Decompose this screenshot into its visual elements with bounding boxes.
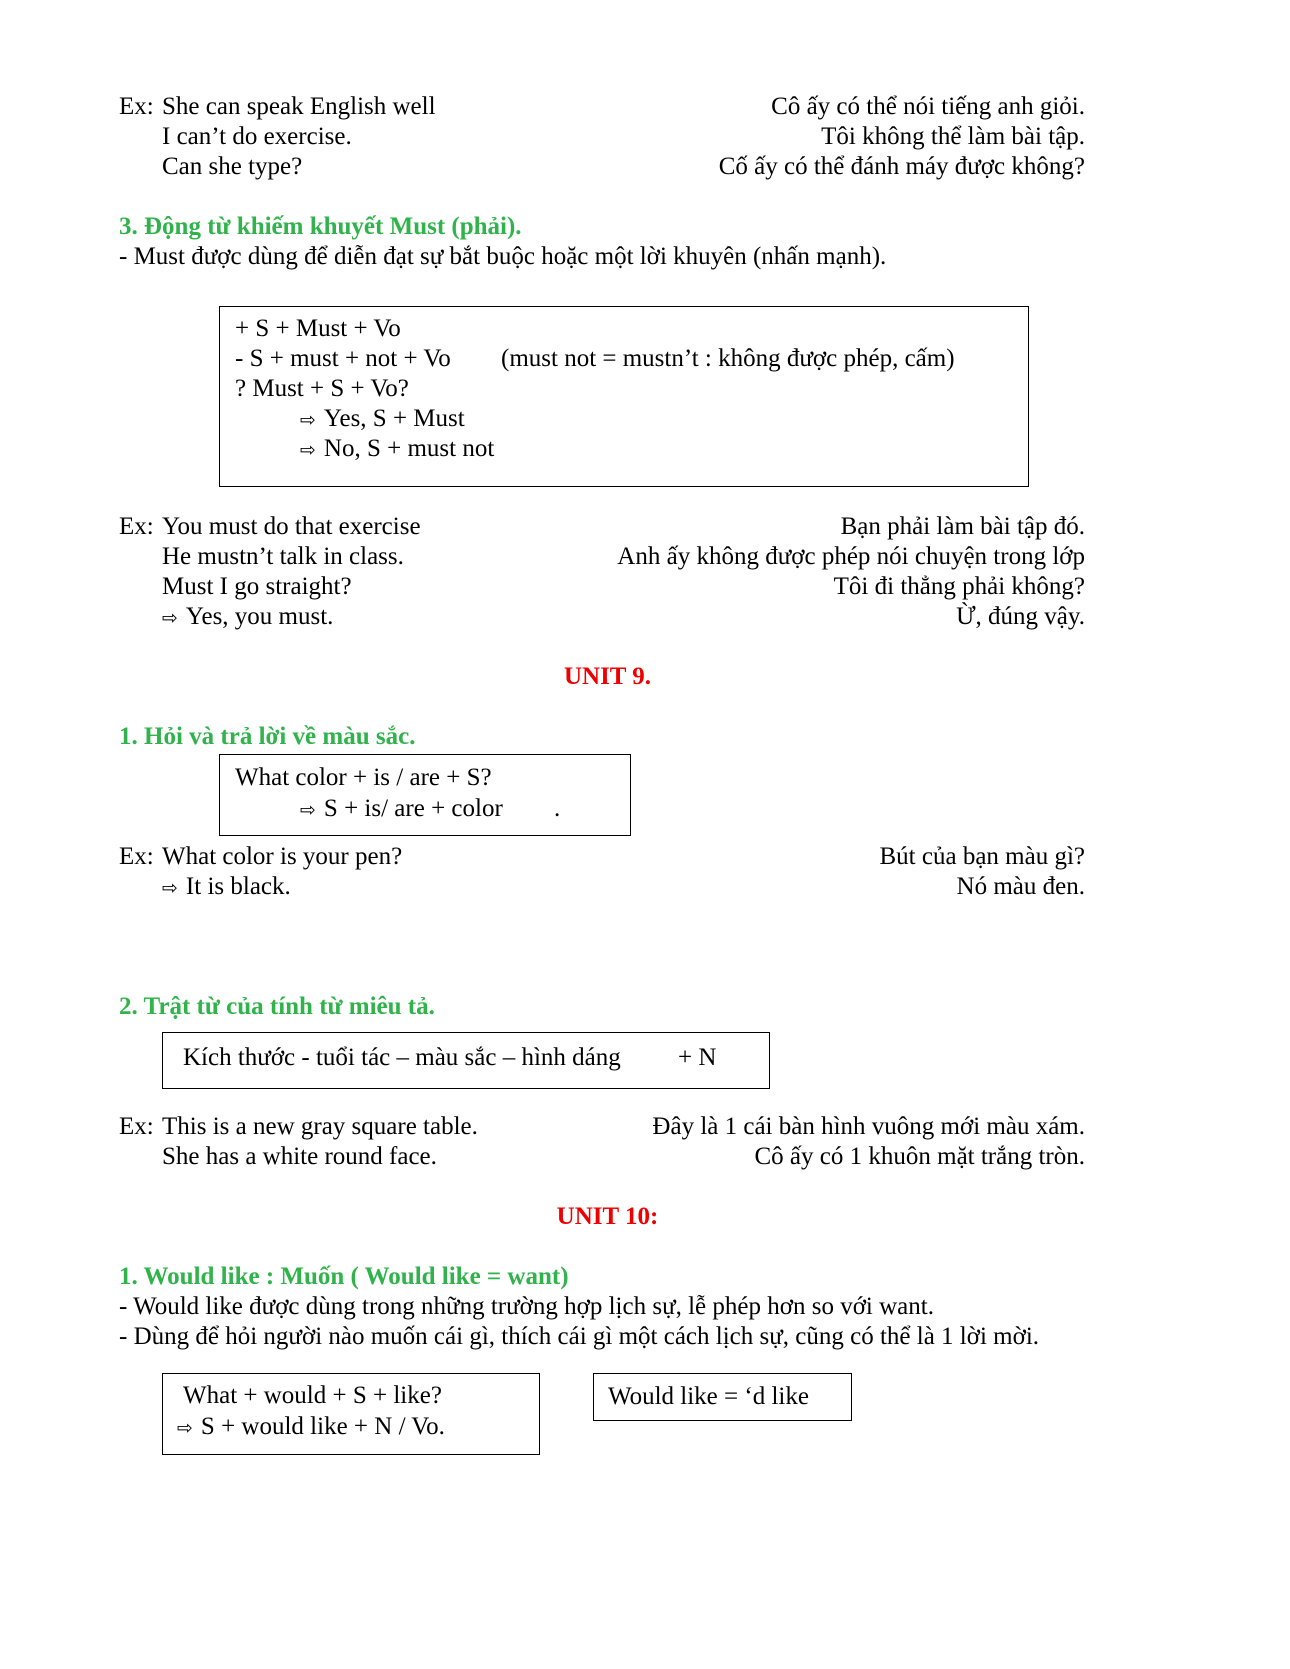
formula-box-must	[219, 306, 1029, 487]
example-en: She can speak English well	[162, 93, 436, 120]
example-vi: Đây là 1 cái bàn hình vuông mới màu xám.	[652, 1113, 1085, 1140]
example-en: ⇨ It is black.	[162, 873, 291, 900]
example-en: She has a white round face.	[162, 1143, 437, 1170]
formula-box-color	[219, 754, 631, 836]
example-vi: Nó màu đen.	[956, 873, 1085, 900]
example-en: Can she type?	[162, 153, 303, 180]
example-en: This is a new gray square table.	[162, 1113, 478, 1140]
example-en: Must I go straight?	[162, 573, 352, 600]
formula-box-adjective-order	[162, 1032, 770, 1089]
formula-line: What color + is / are + S?	[235, 764, 492, 791]
formula-box-contraction	[593, 1373, 852, 1421]
formula-note: (must not = mustn’t : không được phép, cấm)	[501, 345, 955, 372]
ex-label: Ex:	[119, 513, 154, 540]
formula-answer: ⇨ S + is/ are + color	[300, 795, 503, 822]
example-vi: Cố ấy có thể đánh máy được không?	[718, 153, 1085, 180]
formula-line: What + would + S + like?	[183, 1382, 442, 1409]
section-heading-adjective-order: 2. Trật từ của tính từ miêu tả.	[119, 993, 435, 1020]
formula-dot: .	[554, 795, 561, 822]
right-arrow-icon: ⇨	[300, 439, 316, 461]
formula-plus-n: + N	[678, 1044, 717, 1071]
example-en: You must do that exercise	[162, 513, 421, 540]
section-heading-color: 1. Hỏi và trả lời về màu sắc.	[119, 723, 416, 750]
section-heading-must: 3. Động từ khiếm khuyết Must (phải).	[119, 213, 522, 240]
formula-box-would-like	[162, 1373, 540, 1455]
formula-line: ? Must + S + Vo?	[235, 375, 409, 402]
unit-title: UNIT 10:	[556, 1203, 659, 1230]
example-vi: Ừ, đúng vậy.	[956, 603, 1085, 630]
formula-answer: ⇨ S + would like + N / Vo.	[177, 1413, 445, 1440]
example-vi: Bút của bạn màu gì?	[879, 843, 1085, 870]
formula-line: Would like = ‘d like	[608, 1383, 809, 1410]
example-en: What color is your pen?	[162, 843, 403, 870]
right-arrow-icon: ⇨	[300, 409, 316, 431]
right-arrow-icon: ⇨	[300, 799, 316, 821]
formula-line: - S + must + not + Vo	[235, 345, 451, 372]
right-arrow-icon: ⇨	[162, 607, 178, 629]
section-heading-would-like: 1. Would like : Muốn ( Would like = want)	[119, 1263, 569, 1290]
example-vi: Cô ấy có 1 khuôn mặt trắng tròn.	[754, 1143, 1085, 1170]
example-en: He mustn’t talk in class.	[162, 543, 404, 570]
ex-label: Ex:	[119, 93, 154, 120]
ex-label: Ex:	[119, 843, 154, 870]
section-desc: - Dùng để hỏi người nào muốn cái gì, thích cái gì một cách lịch sự, cũng có thể là 1 lời mời.	[119, 1323, 1040, 1350]
formula-line: + S + Must + Vo	[235, 315, 401, 342]
example-en: ⇨ Yes, you must.	[162, 603, 334, 630]
example-vi: Tôi không thể làm bài tập.	[821, 123, 1085, 150]
formula-line: Kích thước - tuổi tác – màu sắc – hình dáng	[183, 1044, 621, 1071]
right-arrow-icon: ⇨	[177, 1417, 193, 1439]
ex-label: Ex:	[119, 1113, 154, 1140]
example-vi: Tôi đi thẳng phải không?	[833, 573, 1085, 600]
formula-answer-no: ⇨ No, S + must not	[300, 435, 495, 462]
section-desc: - Would like được dùng trong những trường hợp lịch sự, lễ phép hơn so với want.	[119, 1293, 934, 1320]
section-desc: - Must được dùng để diễn đạt sự bắt buộc hoặc một lời khuyên (nhấn mạnh).	[119, 243, 887, 270]
example-en: I can’t do exercise.	[162, 123, 352, 150]
example-vi: Anh ấy không được phép nói chuyện trong lớp	[617, 543, 1085, 570]
example-vi: Cô ấy có thể nói tiếng anh giỏi.	[771, 93, 1085, 120]
right-arrow-icon: ⇨	[162, 877, 178, 899]
unit-title: UNIT 9.	[563, 663, 652, 690]
example-vi: Bạn phải làm bài tập đó.	[840, 513, 1085, 540]
formula-answer-yes: ⇨ Yes, S + Must	[300, 405, 465, 432]
